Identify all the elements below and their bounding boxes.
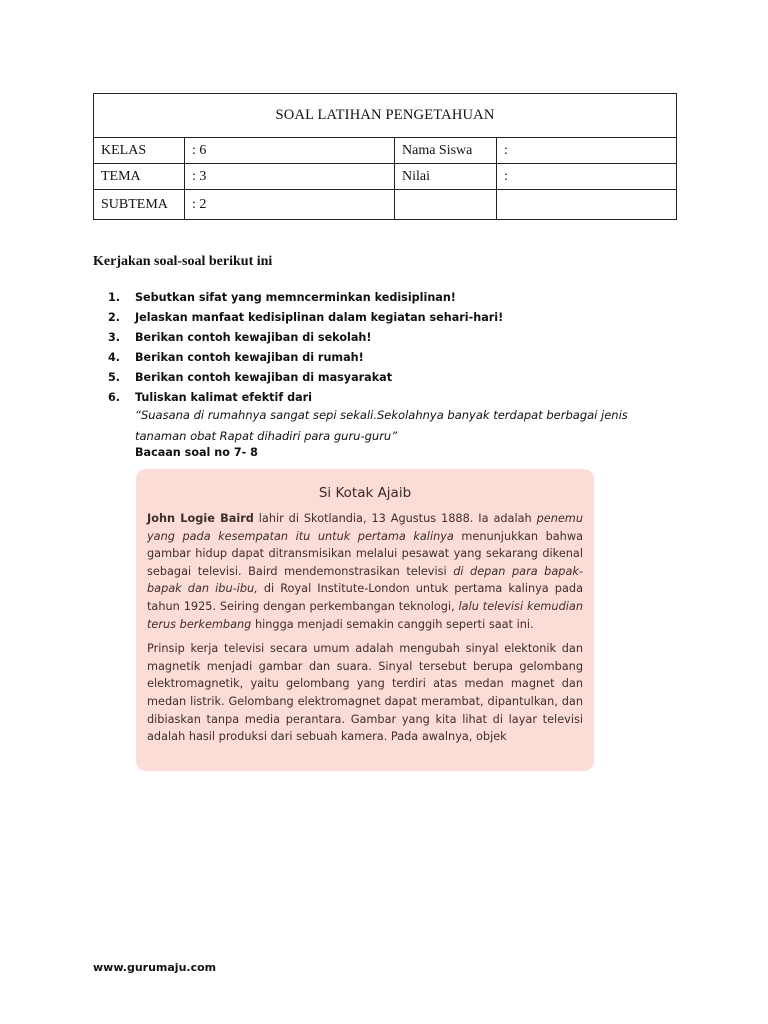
label-subtema: SUBTEMA bbox=[94, 190, 185, 220]
passage-title: Si Kotak Ajaib bbox=[318, 485, 412, 501]
list-item bbox=[108, 308, 688, 328]
text-run: menunjukkan bahwa gambar hidup dapat ditransmisikan melalui pesawat yang sekarang dikenal sebagai televisi. Baird mendemonstrasikan televisi bbox=[147, 529, 583, 578]
value-subtema: : 2 bbox=[185, 190, 395, 220]
label-tema: TEMA bbox=[94, 164, 185, 190]
question-text: Berikan contoh kewajiban di masyarakat bbox=[135, 371, 393, 384]
value-nilai: : bbox=[497, 164, 677, 190]
passage-paragraph-1 bbox=[147, 510, 583, 633]
footer-url: www.gurumaju.com bbox=[93, 961, 217, 974]
question-text: Berikan contoh kewajiban di rumah! bbox=[135, 351, 364, 364]
passage-body bbox=[147, 510, 583, 753]
value-tema: : 3 bbox=[185, 164, 395, 190]
label-kelas: KELAS bbox=[94, 138, 185, 164]
question-text: Jelaskan manfaat kedisiplinan dalam kegiatan sehari-hari! bbox=[135, 311, 504, 324]
value-nama-siswa: : bbox=[497, 138, 677, 164]
question-number: 3. bbox=[108, 331, 121, 344]
table-row bbox=[94, 164, 677, 190]
empty-cell bbox=[497, 190, 677, 220]
italic-run: penemu yang pada kesempatan itu untuk pertama kalinya bbox=[147, 512, 583, 543]
label-nama-siswa: Nama Siswa bbox=[395, 138, 497, 164]
instruction-heading: Kerjakan soal-soal berikut ini bbox=[93, 254, 273, 269]
empty-cell bbox=[395, 190, 497, 220]
value-kelas: : 6 bbox=[185, 138, 395, 164]
passage-paragraph-2: Prinsip kerja televisi secara umum adalah mengubah sinyal elektonik dan magnetik menjadi gambar dan suara. Sinyal tersebut berupa gelombang elektromagnetik, yaitu gelombang yang terdiri atas medan magnet dan medan listrik. Gelombang elektromagnet dapat merambat, dipantulkan, dan dibiaskan tanpa media perantara. Gambar yang kita lihat di layar televisi adalah hasil produksi dari sebuah kamera. Pada awalnya, objek bbox=[147, 642, 583, 744]
person-name: John Logie Baird bbox=[147, 512, 254, 525]
reading-label: Bacaan soal no 7- 8 bbox=[135, 446, 258, 459]
label-nilai: Nilai bbox=[395, 164, 497, 190]
quote-text: “Suasana di rumahnya sangat sepi sekali.Sekolahnya banyak terdapat berbagai jenis tanaman obat Rapat dihadiri para guru-guru” bbox=[135, 408, 628, 443]
text-run: hingga menjadi semakin canggih seperti saat ini. bbox=[251, 617, 534, 631]
table-row bbox=[94, 138, 677, 164]
page-title: SOAL LATIHAN PENGETAHUAN bbox=[94, 94, 677, 138]
text-run: lahir di Skotlandia, 13 Agustus 1888. Ia adalah bbox=[253, 512, 537, 525]
list-item bbox=[108, 288, 688, 308]
italic-run: lalu televisi kemudian terus berkembang bbox=[147, 599, 583, 631]
text-run: di Royal Institute-London untuk pertama kalinya pada tahun 1925. Seiring dengan perkembangan teknologi, bbox=[147, 582, 583, 613]
question-number: 5. bbox=[108, 371, 121, 384]
question-text: Sebutkan sifat yang memncerminkan kedisiplinan! bbox=[135, 291, 456, 304]
question-number: 2. bbox=[108, 311, 121, 324]
question-text: Tuliskan kalimat efektif dari bbox=[135, 391, 312, 404]
table-row bbox=[94, 190, 677, 220]
question-list bbox=[108, 288, 688, 408]
list-item bbox=[108, 328, 688, 348]
header-table bbox=[93, 93, 677, 220]
italic-run: di depan para bapak-bapak dan ibu-ibu, bbox=[147, 564, 583, 596]
list-item bbox=[108, 368, 688, 388]
question-text: Berikan contoh kewajiban di sekolah! bbox=[135, 331, 372, 344]
list-item bbox=[108, 348, 688, 368]
question-number: 1. bbox=[108, 291, 121, 304]
question-number: 6. bbox=[108, 391, 121, 404]
question-number: 4. bbox=[108, 351, 121, 364]
reading-passage-box bbox=[136, 469, 594, 771]
